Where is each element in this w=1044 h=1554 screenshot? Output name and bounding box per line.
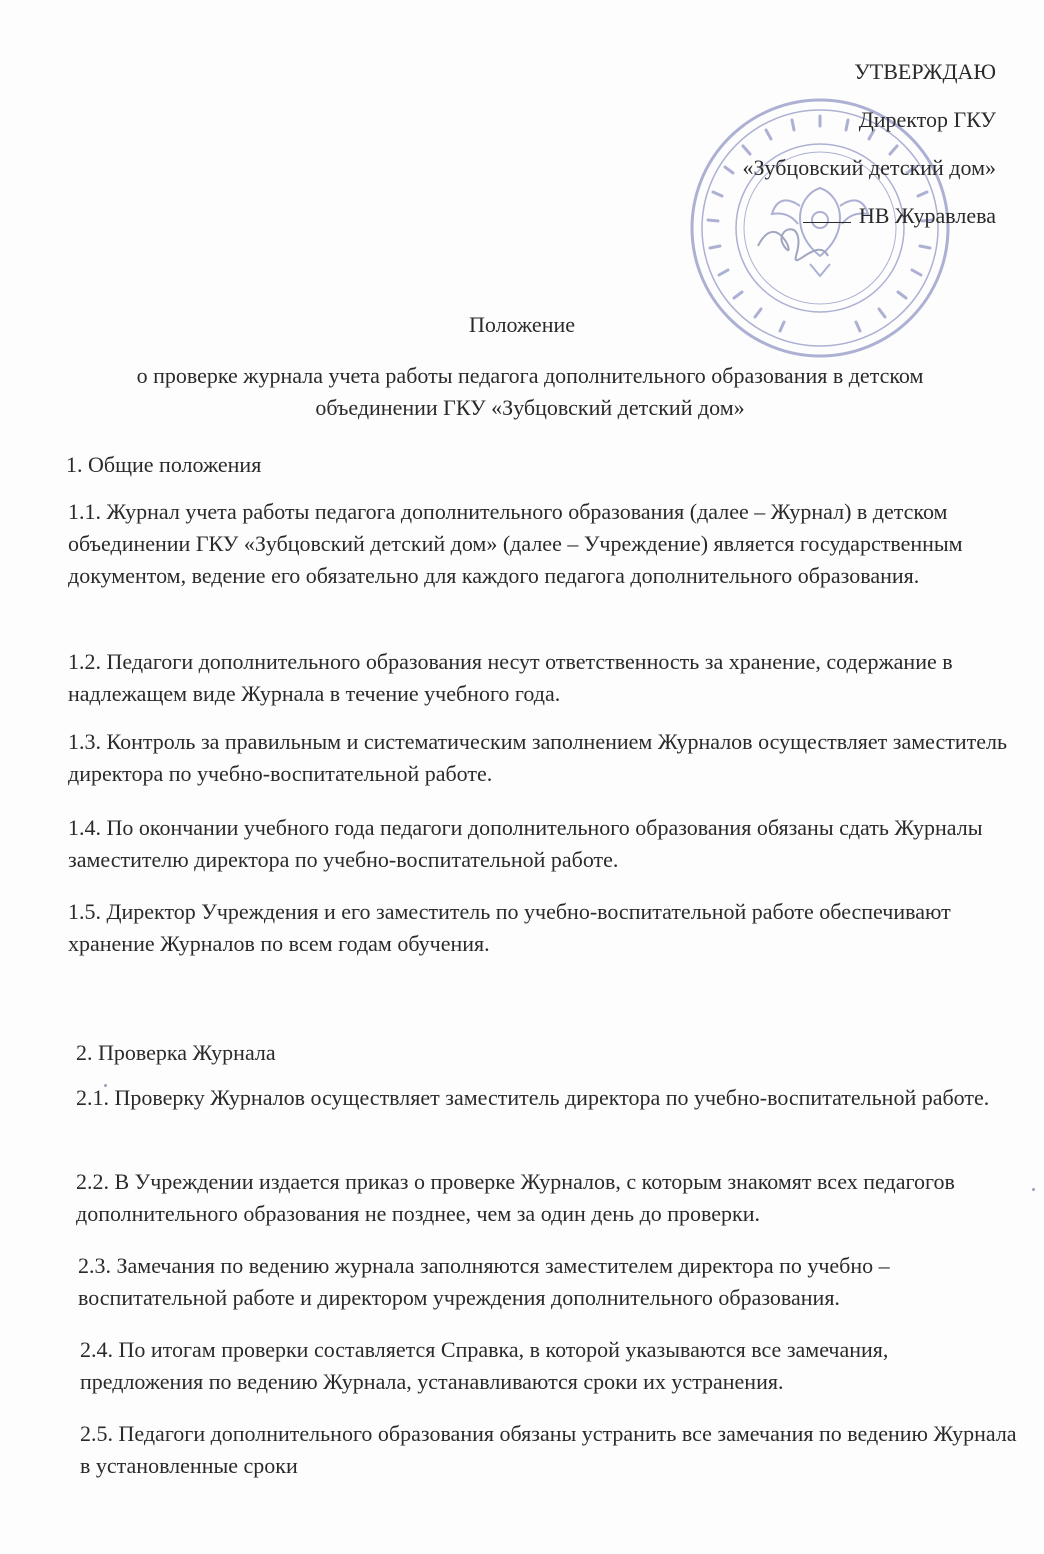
signature-underline	[803, 222, 851, 223]
section-2-heading: 2. Проверка Журнала	[76, 1040, 276, 1065]
document-title: Положение	[468, 312, 575, 337]
paragraph-2-5: 2.5. Педагоги дополнительного образования обязаны устранить все замечания по ведению Журнала в установленные сроки	[80, 1421, 1017, 1478]
subtitle-line-1: о проверке журнала учета работы педагога дополнительного образования в детском	[136, 363, 924, 388]
paragraph-1-1: 1.1. Журнал учета работы педагога дополнительного образования (далее – Журнал) в детском объединении ГКУ «Зубцовский детский дом» (далее – Учреждение) является государственным документом, ведение его обязательно для каждого педагога дополнительного образования.	[68, 499, 963, 588]
paragraph-1-3: 1.3. Контроль за правильным и систематическим заполнением Журналов осуществляет заместитель директора по учебно-воспитательной работе.	[68, 729, 1008, 786]
section-1-heading: 1. Общие положения	[66, 452, 262, 477]
subtitle-line-2: объединении ГКУ «Зубцовский детский дом»	[315, 395, 745, 420]
paragraph-1-4: 1.4. По окончании учебного года педагоги дополнительного образования обязаны сдать Журналы заместителю директора по учебно-воспитательной работе.	[68, 815, 983, 872]
paragraph-2-4: 2.4. По итогам проверки составляется Справка, в которой указываются все замечания, предложения по ведению Журнала, устанавливаются сроки их устранения.	[80, 1337, 889, 1394]
paragraph-2-2: 2.2. В Учреждении издается приказ о проверке Журналов, с которым знакомят всех педагогов дополнительного образования не позднее, чем за один день до проверки.	[76, 1169, 955, 1226]
document-subtitle	[80, 360, 980, 424]
paragraph-1-5: 1.5. Директор Учреждения и его заместитель по учебно-воспитательной работе обеспечивают хранение Журналов по всем годам обучения.	[68, 899, 951, 956]
scan-speck	[1032, 1188, 1035, 1191]
approval-position: Директор ГКУ	[858, 107, 996, 132]
paragraph-2-1: 2.1. Проверку Журналов осуществляет заместитель директора по учебно-воспитательной работе.	[76, 1085, 990, 1110]
approval-signature-line	[666, 204, 996, 228]
approval-organization: «Зубцовский детский дом»	[742, 155, 996, 180]
approval-heading: УТВЕРЖДАЮ	[854, 59, 996, 84]
approval-block	[666, 60, 996, 252]
paragraph-2-3: 2.3. Замечания по ведению журнала заполняются заместителем директора по учебно – воспитательной работе и директором учреждения дополнительного образования.	[78, 1253, 890, 1310]
approval-name: НВ Журавлева	[858, 203, 996, 228]
paragraph-1-2: 1.2. Педагоги дополнительного образования несут ответственность за хранение, содержание в надлежащем виде Журнала в течение учебного года.	[68, 649, 953, 706]
